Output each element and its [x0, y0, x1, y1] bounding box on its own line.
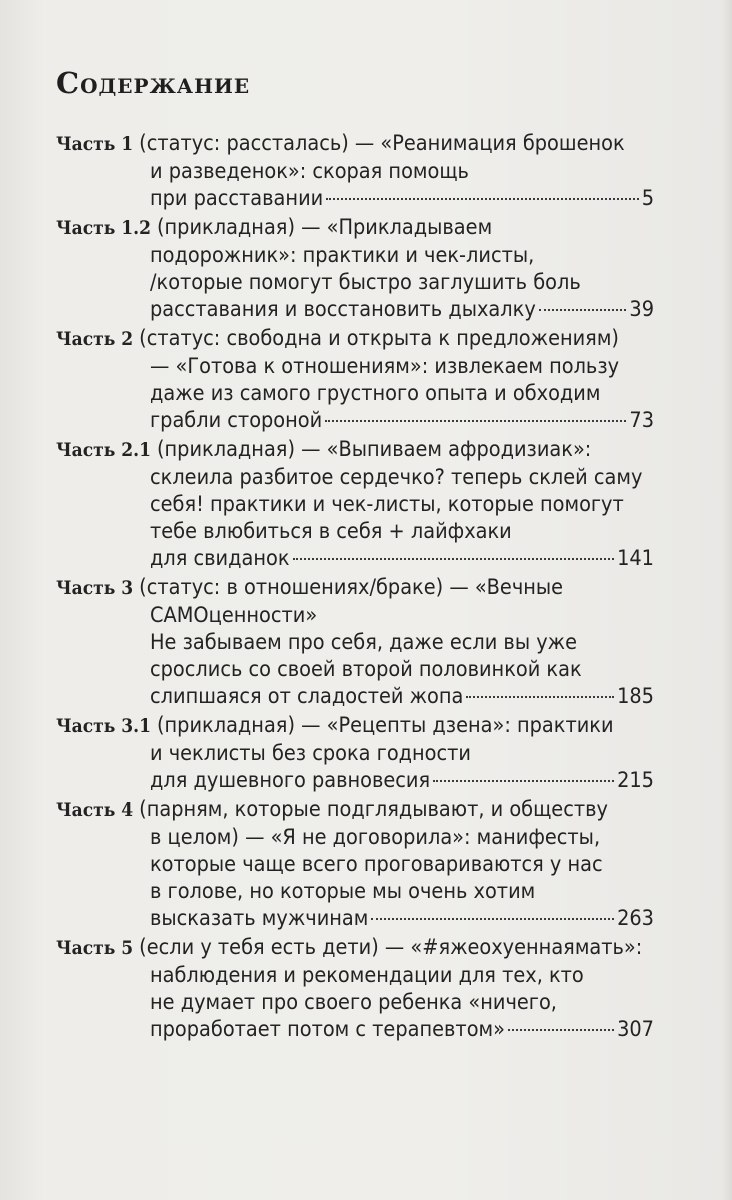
toc-entry-last-line	[56, 545, 654, 572]
toc-entry-text: для душевного равновесия	[150, 768, 431, 793]
dot-leader	[508, 1029, 614, 1031]
toc-entry-text: подорожник»: практики и чек-листы,	[150, 243, 535, 268]
dot-leader	[371, 918, 614, 920]
toc-entry-last-line	[56, 185, 654, 212]
toc-entry-text: (статус: рассталась) — «Реанимация брошенок	[139, 131, 625, 156]
toc-entry	[56, 796, 654, 932]
toc-entry-first-line	[56, 214, 654, 242]
toc-entry-text: (прикладная) — «Выпиваем афродизиак»:	[156, 437, 592, 462]
dot-leader	[466, 696, 614, 698]
toc-entry-text: /которые помогут быстро заглушить боль	[150, 270, 581, 295]
toc-entry-text: высказать мужчинам	[150, 906, 369, 931]
dot-leader	[325, 420, 626, 422]
toc-entry-last-line	[56, 767, 654, 794]
toc-part-number: Часть 2.1	[56, 439, 151, 461]
toc-entry-text: (если у тебя есть дети) — «#яжеохуеннаямать»:	[139, 935, 643, 960]
toc-entry-text: склеила разбитое сердечко? теперь склей саму	[150, 465, 643, 490]
toc-entry	[56, 325, 654, 434]
toc-part-number: Часть 1	[56, 133, 134, 155]
toc-entry-last-line	[56, 1016, 654, 1043]
toc-entry-text: слипшаяся от сладостей жопа	[150, 684, 464, 709]
toc-entry-text: — «Готова к отношениям»: извлекаем пользу	[150, 354, 620, 379]
dot-leader	[433, 780, 614, 782]
toc-entry-first-line	[56, 574, 654, 602]
toc-entry	[56, 214, 654, 323]
toc-entry-text: при расставании	[150, 186, 324, 211]
toc-entry-text: (статус: в отношениях/браке) — «Вечные	[139, 575, 564, 600]
toc-entry-text: Не забываем про себя, даже если вы уже	[150, 630, 578, 655]
toc-entry-last-line	[56, 407, 654, 434]
toc-entry-first-line	[56, 325, 654, 353]
toc-entry-text: срослись со своей второй половинкой как	[150, 657, 582, 682]
toc-entry-text: даже из самого грустного опыта и обходим	[150, 381, 601, 406]
toc-entry-text: тебе влюбиться в себя + лайфхаки	[150, 519, 512, 544]
dot-leader	[539, 309, 627, 311]
toc-entry-first-line	[56, 436, 654, 464]
toc-part-number: Часть 3.1	[56, 715, 151, 737]
toc-entry-last-line	[56, 683, 654, 710]
toc-entry-text: не думает про своего ребенка «ничего,	[150, 990, 557, 1015]
toc-entry-text: проработает потом с терапевтом»	[150, 1017, 505, 1042]
toc-part-number: Часть 2	[56, 328, 134, 350]
toc-entry-first-line	[56, 712, 654, 740]
toc-entry	[56, 436, 654, 572]
page-title: Содержание	[56, 66, 251, 100]
toc-entry-text: (прикладная) — «Прикладываем	[156, 215, 493, 240]
toc-page-number: 263	[617, 906, 654, 931]
toc-entry	[56, 574, 654, 710]
toc-entry-first-line	[56, 130, 654, 158]
toc-entry-text: (парням, которые подглядывают, и обществу	[139, 797, 608, 822]
toc-entry-text: в голове, но которые мы очень хотим	[150, 879, 536, 904]
toc-entry-text: грабли стороной	[150, 408, 323, 433]
toc-page-number: 5	[641, 186, 654, 211]
toc-entry	[56, 934, 654, 1043]
toc-page-number: 141	[617, 546, 654, 571]
toc-part-number: Часть 5	[56, 937, 134, 959]
toc-entry-text: (статус: свободна и открыта к предложениям)	[139, 326, 619, 351]
dot-leader	[293, 558, 615, 560]
toc-entry-text: для свиданок	[150, 546, 290, 571]
toc-entry-text: расставания и восстановить дыхалку	[150, 297, 536, 322]
toc-page-number: 185	[617, 684, 654, 709]
toc-entry-last-line	[56, 905, 654, 932]
toc-entry-text: и разведенок»: скорая помощь	[150, 159, 469, 184]
toc-entry-text: себя! практики и чек-листы, которые помогут	[150, 492, 624, 517]
toc-page-number: 215	[617, 768, 654, 793]
toc-entry-first-line	[56, 934, 654, 962]
toc-page-number: 307	[617, 1017, 654, 1042]
toc-entry-last-line	[56, 296, 654, 323]
toc-entry-text: и чеклисты без срока годности	[150, 741, 471, 766]
toc-page-number: 73	[629, 408, 654, 433]
dot-leader	[326, 198, 638, 200]
toc-part-number: Часть 1.2	[56, 217, 151, 239]
toc-entry-text: в целом) — «Я не договорила»: манифесты,	[150, 825, 601, 850]
toc-entry-text: наблюдения и рекомендации для тех, кто	[150, 963, 584, 988]
toc-entry-text: САМОценности»	[150, 603, 318, 628]
toc-part-number: Часть 4	[56, 799, 134, 821]
table-of-contents	[56, 130, 654, 1045]
toc-entry	[56, 712, 654, 794]
toc-entry-first-line	[56, 796, 654, 824]
toc-page-number: 39	[629, 297, 654, 322]
toc-entry-text: которые чаще всего проговариваются у нас	[150, 852, 603, 877]
toc-entry	[56, 130, 654, 212]
toc-part-number: Часть 3	[56, 577, 134, 599]
toc-entry-text: (прикладная) — «Рецепты дзена»: практики	[156, 713, 614, 738]
